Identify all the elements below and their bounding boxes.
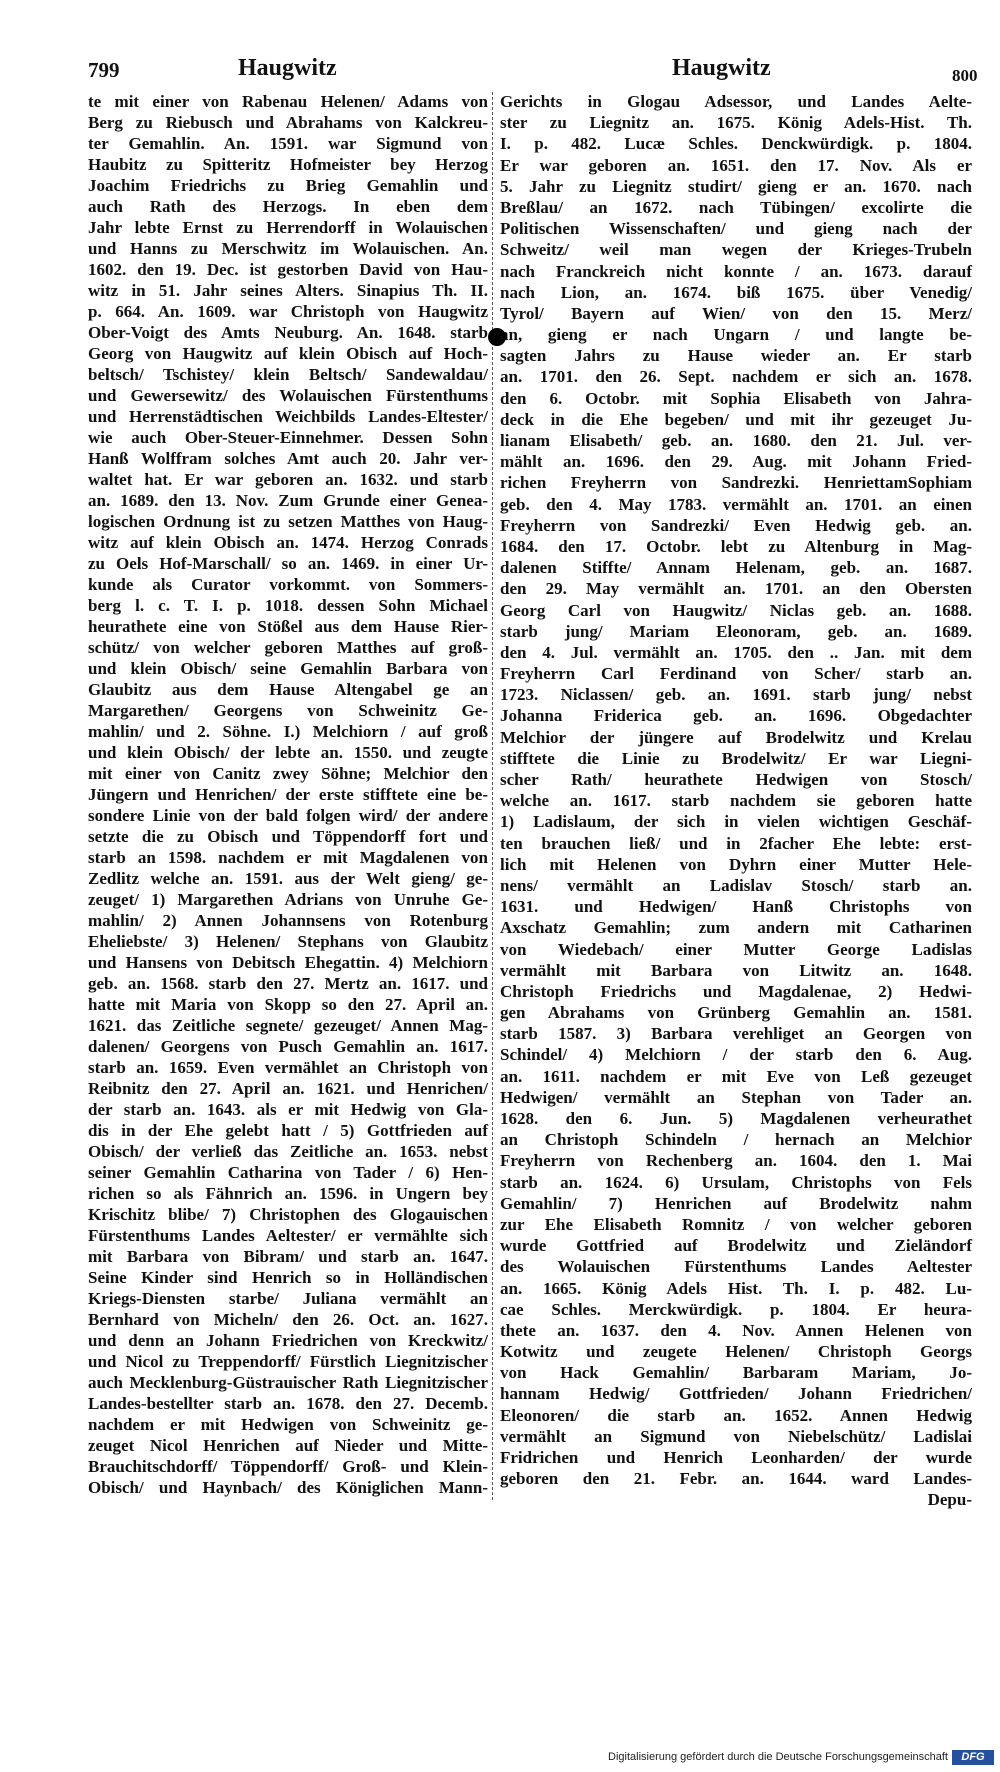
text-line bbox=[500, 112, 972, 133]
text-line bbox=[88, 805, 488, 826]
text-line bbox=[500, 578, 972, 599]
line-text: Fridrichen und Henrich Leonharden/ der wurde bbox=[500, 1448, 972, 1467]
line-text: mit Barbara von Bibram/ und starb an. 1647. bbox=[88, 1247, 488, 1266]
text-line bbox=[500, 896, 972, 917]
line-text: zeuget Nicol Henrichen auf Nieder und Mitte- bbox=[88, 1436, 488, 1455]
line-text: 1723. Niclassen/ geb. an. 1691. starb jung/ nebst bbox=[500, 685, 972, 705]
text-line bbox=[500, 875, 972, 896]
text-line bbox=[500, 472, 972, 493]
line-text: 1602. den 19. Dec. ist gestorben David von Hau- bbox=[88, 260, 488, 279]
text-line bbox=[88, 637, 488, 658]
line-text: und Hansens von Debitsch Ehegattin. 4) Melchiorn bbox=[88, 953, 488, 972]
line-text: nach Franckreich nicht konnte / an. 1673. darauf bbox=[500, 261, 972, 281]
text-line bbox=[88, 532, 488, 553]
line-text: Joachim Friedrichs zu Brieg Gemahlin und bbox=[88, 176, 488, 195]
text-line bbox=[88, 721, 488, 742]
text-line bbox=[88, 490, 488, 511]
line-text: an. 1701. den 26. Sept. nachdem er sich an. 1678. bbox=[500, 367, 972, 387]
text-line bbox=[500, 854, 972, 875]
line-text: Brauchitschdorff/ Töppendorff/ Groß- und Klein- bbox=[88, 1457, 488, 1476]
line-text: Er war geboren an. 1651. den 17. Nov. Als er bbox=[500, 155, 972, 175]
line-text: Obisch/ der verließ das Zeitliche an. 1653. nebst bbox=[88, 1142, 488, 1161]
line-text: Seine Kinder sind Henrich so in Holländischen bbox=[88, 1268, 488, 1287]
text-line bbox=[88, 1183, 488, 1204]
line-text: und Herrenstädtischen Weichbilds Landes-Eltester/ bbox=[88, 407, 488, 426]
line-text: heurathete eine von Stößel aus dem Hause Rier- bbox=[88, 617, 488, 636]
line-text: witz in 51. Jahr seines Alters. Sinapius Th. II. bbox=[88, 281, 488, 300]
text-line bbox=[500, 663, 972, 684]
line-text: Tyrol/ Bayern auf Wien/ von den 15. Merz/ bbox=[500, 303, 972, 323]
line-text: Freyherrn von Sandrezki/ Even Hedwig geb. an. bbox=[500, 515, 972, 535]
line-text: sondere Linie von der bald folgen wird/ der andere bbox=[88, 806, 488, 825]
text-line bbox=[500, 1108, 972, 1129]
text-line bbox=[500, 621, 972, 642]
line-text: den 29. May vermählt an. 1701. an den Obersten bbox=[500, 579, 972, 599]
line-text: Bernhard von Micheln/ den 26. Oct. an. 1627. bbox=[88, 1310, 488, 1329]
text-line bbox=[88, 1015, 488, 1036]
text-line bbox=[500, 939, 972, 960]
line-text: starb an. 1659. Even vermählet an Christoph von bbox=[88, 1058, 488, 1077]
text-line bbox=[500, 1023, 972, 1044]
text-line bbox=[88, 1225, 488, 1246]
line-text: Freyherrn Carl Ferdinand von Scher/ starb an. bbox=[500, 664, 972, 684]
line-text: Obisch/ und Haynbach/ des Königlichen Mann- bbox=[88, 1478, 488, 1497]
text-line bbox=[500, 1256, 972, 1277]
line-text: Melchior der jüngere auf Brodelwitz und Krelau bbox=[500, 727, 972, 747]
line-text: Georg von Haugwitz auf klein Obisch auf Hoch- bbox=[88, 344, 488, 363]
line-text: zur Ehe Elisabeth Romnitz / von welcher geboren bbox=[500, 1214, 972, 1234]
line-text: mählt an. 1696. den 29. Aug. mit Johann Fried- bbox=[500, 452, 972, 472]
line-text: Hanß Wolffram solches Amt auch 20. Jahr ver- bbox=[88, 449, 488, 468]
text-line bbox=[500, 324, 972, 345]
line-text: den 6. Octobr. mit Sophia Elisabeth von Jahra- bbox=[500, 388, 972, 408]
column-divider bbox=[492, 92, 493, 1500]
line-text: Jüngern und Henrichen/ der erste stifftete eine be- bbox=[88, 785, 488, 804]
line-text: an Christoph Schindeln / hernach an Melchior bbox=[500, 1130, 972, 1150]
text-line bbox=[88, 574, 488, 595]
line-text: starb jung/ Mariam Eleonoram, geb. an. 1689. bbox=[500, 621, 972, 641]
line-text: ster zu Liegnitz an. 1675. König Adels-Hist. Th. bbox=[500, 113, 972, 133]
text-line bbox=[88, 280, 488, 301]
text-line bbox=[88, 1204, 488, 1225]
line-text: seiner Gemahlin Catharina von Tader / 6) Hen- bbox=[88, 1163, 488, 1182]
text-line bbox=[500, 684, 972, 705]
text-line bbox=[500, 960, 972, 981]
line-text: lianam Elisabeth/ geb. an. 1680. den 21. Jul. ver- bbox=[500, 431, 972, 450]
text-line bbox=[88, 1456, 488, 1477]
text-line bbox=[88, 658, 488, 679]
line-text: hannam Hedwig/ Gottfrieden/ Johann Friedrichen/ bbox=[500, 1384, 972, 1404]
text-line bbox=[88, 112, 488, 133]
text-line bbox=[500, 239, 972, 260]
line-text: Eleonoren/ die starb an. 1652. Annen Hedwig bbox=[500, 1405, 972, 1425]
text-line bbox=[88, 868, 488, 889]
line-text: richen so als Fähnrich an. 1596. in Ungern bey bbox=[88, 1184, 488, 1203]
text-line bbox=[88, 1120, 488, 1141]
text-column-right bbox=[500, 91, 972, 1489]
text-line bbox=[500, 409, 972, 430]
line-text: und denn an Johann Friedrichen von Kreckwitz/ bbox=[88, 1331, 488, 1350]
text-line bbox=[88, 511, 488, 532]
line-text: dalenen/ Georgens von Pusch Gemahlin an. 1617. bbox=[88, 1037, 488, 1056]
line-text: thete an. 1637. den 4. Nov. Annen Helenen von bbox=[500, 1320, 972, 1340]
line-text: Christoph Friedrichs und Magdalenae, 2) Hedwi- bbox=[500, 981, 972, 1001]
text-line bbox=[500, 282, 972, 303]
line-text: nach Lion, an. 1674. biß 1675. über Venedig/ bbox=[500, 282, 972, 302]
text-line bbox=[500, 769, 972, 790]
line-text: Gemahlin/ 7) Henrichen auf Brodelwitz nahm bbox=[500, 1193, 972, 1213]
text-line bbox=[88, 595, 488, 616]
line-text: zeuget/ 1) Margarethen Adrians von Unruhe Ge- bbox=[88, 890, 488, 909]
text-line bbox=[500, 1193, 972, 1214]
text-line bbox=[88, 952, 488, 973]
text-line bbox=[500, 345, 972, 366]
text-line bbox=[88, 259, 488, 280]
line-text: wurde Gottfried auf Brodelwitz und Zieländorf bbox=[500, 1236, 972, 1256]
line-text: an. 1611. nachdem er mit Eve von Leß gezeuget bbox=[500, 1066, 972, 1086]
line-text: waltet hat. Er war geboren an. 1632. und starb bbox=[88, 470, 488, 489]
line-text: welche an. 1617. starb nachdem sie geboren hatte bbox=[500, 791, 972, 811]
line-text: Ober-Voigt des Amts Neuburg. An. 1648. starb bbox=[88, 323, 488, 342]
text-line bbox=[88, 1057, 488, 1078]
text-line bbox=[88, 847, 488, 868]
text-line bbox=[88, 322, 488, 343]
line-text: 1684. den 17. Octobr. lebt zu Altenburg in Mag- bbox=[500, 536, 972, 556]
text-line bbox=[500, 1362, 972, 1383]
line-text: Breßlau/ an 1672. nach Tübingen/ excolirte die bbox=[500, 197, 972, 217]
page-number-right: 800 bbox=[952, 66, 978, 85]
line-text: Kotwitz und zeugete Helenen/ Christoph Georgs bbox=[500, 1342, 972, 1362]
line-text: geboren den 21. Febr. an. 1644. ward Landes- bbox=[500, 1469, 972, 1489]
line-text: von Wiedebach/ einer Mutter George Ladislas bbox=[500, 939, 972, 959]
line-text: p. 664. An. 1609. war Christoph von Haugwitz bbox=[88, 302, 488, 321]
line-text: und klein Obisch/ der lebte an. 1550. und zeugte bbox=[88, 743, 488, 762]
line-text: Margarethen/ Georgens von Schweinitz Ge- bbox=[88, 701, 488, 720]
text-line bbox=[88, 973, 488, 994]
text-line bbox=[500, 91, 972, 112]
page-number-left: 799 bbox=[88, 58, 120, 82]
text-line bbox=[88, 1162, 488, 1183]
line-text: mit einer von Canitz zwey Söhne; Melchior den bbox=[88, 764, 488, 783]
line-text: starb an. 1624. 6) Ursulam, Christophs von Fels bbox=[500, 1172, 972, 1192]
text-line bbox=[88, 385, 488, 406]
text-line bbox=[88, 1036, 488, 1057]
line-text: an, gieng er nach Ungarn / und langte be- bbox=[500, 325, 972, 345]
line-text: richen Freyherrn von Sandrezki. HenriettamSophiam bbox=[500, 473, 972, 493]
text-line bbox=[500, 1214, 972, 1235]
line-text: von Hack Gemahlin/ Barbaram Mariam, Jo- bbox=[500, 1363, 972, 1383]
line-text: Glaubitz aus dem Hause Altengabel ge an bbox=[88, 680, 488, 699]
running-head-left: Haugwitz bbox=[238, 55, 337, 81]
text-line bbox=[88, 826, 488, 847]
text-line bbox=[88, 196, 488, 217]
text-line bbox=[500, 1383, 972, 1404]
text-line bbox=[500, 176, 972, 197]
line-text: und Gewersewitz/ des Wolauischen Fürstenthums bbox=[88, 386, 488, 405]
text-line bbox=[500, 1066, 972, 1087]
text-line bbox=[500, 261, 972, 282]
text-line bbox=[88, 154, 488, 175]
line-text: Johanna Friderica geb. an. 1696. Obgedachter bbox=[500, 706, 972, 726]
text-line bbox=[500, 811, 972, 832]
text-line bbox=[88, 175, 488, 196]
text-line bbox=[88, 1393, 488, 1414]
line-text: scher Rath/ heurathete Hedwigen von Stosch/ bbox=[500, 770, 972, 789]
text-column-left bbox=[88, 91, 488, 1498]
text-line bbox=[500, 727, 972, 748]
line-text: und Hanns zu Merschwitz im Wolauischen. An. bbox=[88, 239, 488, 258]
line-text: Zedlitz welche an. 1591. aus der Welt gieng/ ge- bbox=[88, 869, 488, 888]
text-line bbox=[500, 1172, 972, 1193]
text-line bbox=[500, 494, 972, 515]
line-text: auch Mecklenburg-Güstrauischer Rath Liegnitzischer bbox=[88, 1373, 488, 1392]
text-line bbox=[500, 1044, 972, 1065]
line-text: mahlin/ 2) Annen Johannsens von Rotenburg bbox=[88, 911, 488, 930]
line-text: nachdem er mit Hedwigen von Schweinitz ge- bbox=[88, 1415, 488, 1434]
text-line bbox=[500, 1405, 972, 1426]
text-line bbox=[500, 515, 972, 536]
text-line bbox=[500, 1087, 972, 1108]
text-line bbox=[500, 155, 972, 176]
line-text: Kriegs-Diensten starbe/ Juliana vermählt an bbox=[88, 1289, 488, 1308]
text-line bbox=[500, 536, 972, 557]
line-text: starb 1587. 3) Barbara verehliget an Georgen von bbox=[500, 1024, 972, 1044]
text-line bbox=[500, 790, 972, 811]
line-text: witz auf klein Obisch an. 1474. Herzog Conrads bbox=[88, 533, 488, 552]
text-line bbox=[88, 406, 488, 427]
text-line bbox=[88, 1099, 488, 1120]
line-text: an. 1689. den 13. Nov. Zum Grunde einer Genea- bbox=[88, 491, 488, 510]
text-line bbox=[88, 1435, 488, 1456]
text-line bbox=[500, 1320, 972, 1341]
text-line bbox=[88, 784, 488, 805]
digitization-credit: Digitalisierung gefördert durch die Deutsche Forschungsgemeinschaft bbox=[608, 1751, 948, 1763]
text-line bbox=[88, 763, 488, 784]
line-text: auch Rath des Herzogs. In eben dem bbox=[88, 197, 488, 216]
text-line bbox=[500, 388, 972, 409]
text-line bbox=[88, 742, 488, 763]
text-line bbox=[500, 600, 972, 621]
text-line bbox=[500, 218, 972, 239]
text-line bbox=[500, 557, 972, 578]
line-text: Axschatz Gemahlin; zum andern mit Catharinen bbox=[500, 918, 972, 938]
line-text: den 4. Jul. vermählt an. 1705. den .. Jan. mit dem bbox=[500, 642, 972, 662]
text-line bbox=[500, 981, 972, 1002]
line-text: Berg zu Riebusch und Abrahams von Kalckreu- bbox=[88, 113, 488, 132]
line-text: geb. an. 1568. starb den 27. Mertz an. 1617. und bbox=[88, 974, 488, 993]
line-text: Hedwigen/ vermählt an Stephan von Tader an. bbox=[500, 1087, 972, 1107]
line-text: deck in die Ehe begeben/ und mit ihr gezeuget Ju- bbox=[500, 409, 972, 429]
line-text: vermählt mit Barbara von Litwitz an. 1648. bbox=[500, 960, 972, 980]
line-text: berg l. c. T. I. p. 1018. dessen Sohn Michael bbox=[88, 596, 488, 615]
line-text: dis in der Ehe gelebt hatt / 5) Gottfrieden auf bbox=[88, 1121, 488, 1140]
line-text: Politischen Wissenschaften/ und gieng nach der bbox=[500, 219, 972, 239]
line-text: logischen Ordnung ist zu setzen Matthes von Haug- bbox=[88, 512, 488, 531]
running-head-right: Haugwitz bbox=[672, 55, 771, 81]
text-line bbox=[500, 1299, 972, 1320]
text-line bbox=[88, 994, 488, 1015]
line-text: 5. Jahr zu Liegnitz studirt/ gieng er an. 1670. nach bbox=[500, 176, 972, 196]
line-text: und Nicol zu Treppendorff/ Fürstlich Liegnitzischer bbox=[88, 1352, 488, 1371]
line-text: lich mit Helenen von Dyhrn einer Mutter Hele- bbox=[500, 854, 972, 874]
text-line bbox=[88, 700, 488, 721]
line-text: dalenen Stiffte/ Annam Helenam, geb. an. 1687. bbox=[500, 558, 972, 578]
line-text: stifftete die Linie zu Brodelwitz/ Er war Liegni- bbox=[500, 748, 972, 768]
line-text: Freyherrn von Rechenberg an. 1604. den 1. Mai bbox=[500, 1151, 972, 1171]
text-line bbox=[500, 1447, 972, 1468]
text-line bbox=[88, 427, 488, 448]
text-line bbox=[88, 679, 488, 700]
line-text: te mit einer von Rabenau Helenen/ Adams von bbox=[88, 92, 488, 111]
line-text: 1628. den 6. Jun. 5) Magdalenen verheurathet bbox=[500, 1109, 972, 1128]
line-text: gen Abrahams von Grünberg Gemahlin an. 1581. bbox=[500, 1003, 972, 1023]
line-text: Gerichts in Glogau Adsessor, und Landes Aelte- bbox=[500, 92, 972, 111]
text-line bbox=[88, 1309, 488, 1330]
line-text: I. p. 482. Lucæ Schles. Denckwürdigk. p. 1804. bbox=[500, 134, 972, 154]
text-line bbox=[88, 1246, 488, 1267]
text-line bbox=[88, 133, 488, 154]
text-line bbox=[500, 1150, 972, 1171]
text-line bbox=[500, 1468, 972, 1489]
line-text: zu Oels Hof-Marschall/ so an. 1469. in einer Ur- bbox=[88, 554, 488, 573]
text-line bbox=[88, 931, 488, 952]
text-line bbox=[88, 1288, 488, 1309]
line-text: Georg Carl von Haugwitz/ Niclas geb. an. 1688. bbox=[500, 600, 972, 620]
catchword: Depu- bbox=[927, 1490, 972, 1509]
line-text: Eheliebste/ 3) Helenen/ Stephans von Glaubitz bbox=[88, 932, 488, 951]
line-text: ter Gemahlin. An. 1591. war Sigmund von bbox=[88, 134, 488, 153]
line-text: vermählt an Sigmund von Niebelschütz/ Ladislai bbox=[500, 1426, 972, 1446]
line-text: des Wolauischen Fürstenthums Landes Aeltester bbox=[500, 1257, 972, 1277]
line-text: an. 1665. König Adels Hist. Th. I. p. 482. Lu- bbox=[500, 1278, 972, 1298]
line-text: kunde als Curator vorkommt. von Sommers- bbox=[88, 575, 488, 594]
line-text: starb an 1598. nachdem er mit Magdalenen von bbox=[88, 848, 488, 867]
text-line bbox=[88, 343, 488, 364]
text-line bbox=[500, 133, 972, 154]
text-line bbox=[88, 1330, 488, 1351]
line-text: und klein Obisch/ seine Gemahlin Barbara von bbox=[88, 659, 488, 678]
text-line bbox=[500, 1129, 972, 1150]
text-line bbox=[88, 910, 488, 931]
text-line bbox=[500, 303, 972, 324]
line-text: ten brauchen ließ/ und in 2facher Ehe lebte: erst- bbox=[500, 833, 972, 853]
text-line bbox=[88, 1351, 488, 1372]
text-line bbox=[88, 301, 488, 322]
line-text: nens/ vermählt an Ladislav Stosch/ starb an. bbox=[500, 875, 972, 895]
text-line bbox=[88, 238, 488, 259]
text-line bbox=[88, 469, 488, 490]
text-line bbox=[88, 1267, 488, 1288]
text-line bbox=[500, 366, 972, 387]
text-line bbox=[88, 364, 488, 385]
line-text: Landes-bestellter starb an. 1678. den 27. Decemb. bbox=[88, 1394, 488, 1413]
line-text: Schindel/ 4) Melchiorn / der starb den 6. Aug. bbox=[500, 1045, 972, 1065]
line-text: Haubitz zu Spitteritz Hofmeister bey Herzog bbox=[88, 155, 488, 174]
text-line bbox=[88, 889, 488, 910]
text-line bbox=[500, 917, 972, 938]
text-line bbox=[500, 642, 972, 663]
line-text: hatte mit Maria von Skopp so den 27. April an. bbox=[88, 995, 488, 1014]
text-line bbox=[500, 833, 972, 854]
line-text: Reibnitz den 27. April an. 1621. und Henrichen/ bbox=[88, 1079, 488, 1098]
line-text: cae Schles. Merckwürdigk. p. 1804. Er heura- bbox=[500, 1299, 972, 1319]
line-text: geb. den 4. May 1783. vermählt an. 1701. an einen bbox=[500, 494, 972, 514]
text-line bbox=[88, 448, 488, 469]
line-text: Krischitz blibe/ 7) Christophen des Glogauischen bbox=[88, 1205, 488, 1224]
text-line bbox=[88, 1477, 488, 1498]
text-line bbox=[88, 91, 488, 112]
line-text: Fürstenthums Landes Aeltester/ er vermählte sich bbox=[88, 1226, 488, 1245]
line-text: der starb an. 1643. als er mit Hedwig von Gla- bbox=[88, 1100, 488, 1119]
text-line bbox=[88, 1078, 488, 1099]
text-line bbox=[500, 1235, 972, 1256]
line-text: schütz/ von welcher geboren Matthes auf groß- bbox=[88, 638, 488, 657]
text-line bbox=[88, 553, 488, 574]
text-line bbox=[500, 1278, 972, 1299]
line-text: 1621. das Zeitliche segnete/ gezeuget/ Annen Mag- bbox=[88, 1016, 488, 1035]
line-text: 1) Ladislaum, der sich in vielen wichtigen Geschäf- bbox=[500, 812, 972, 832]
text-line bbox=[500, 705, 972, 726]
text-line bbox=[88, 1414, 488, 1435]
text-line bbox=[500, 748, 972, 769]
text-line bbox=[500, 1341, 972, 1362]
line-text: 1631. und Hedwigen/ Hanß Christophs von bbox=[500, 897, 972, 917]
line-text: beltsch/ Tschistey/ klein Beltsch/ Sandewaldau/ bbox=[88, 365, 488, 384]
text-line bbox=[500, 430, 972, 451]
text-line bbox=[500, 451, 972, 472]
line-text: mahlin/ und 2. Söhne. I.) Melchiorn / auf groß bbox=[88, 722, 488, 741]
text-line bbox=[88, 217, 488, 238]
text-line bbox=[500, 1426, 972, 1447]
text-line bbox=[500, 1002, 972, 1023]
line-text: Schweitz/ weil man wegen der Krieges-Trubeln bbox=[500, 240, 972, 260]
line-text: sagten Jahrs zu Hause wieder an. Er starb bbox=[500, 346, 972, 366]
text-line bbox=[88, 1141, 488, 1162]
text-line bbox=[88, 616, 488, 637]
line-text: setzte die zu Obisch und Töppendorff fort und bbox=[88, 827, 488, 846]
text-line bbox=[88, 1372, 488, 1393]
line-text: wie auch Ober-Steuer-Einnehmer. Dessen Sohn bbox=[88, 428, 488, 447]
text-line bbox=[500, 197, 972, 218]
line-text: Jahr lebte Ernst zu Herrendorff in Wolauischen bbox=[88, 218, 488, 237]
dfg-logo: DFG bbox=[952, 1750, 994, 1765]
